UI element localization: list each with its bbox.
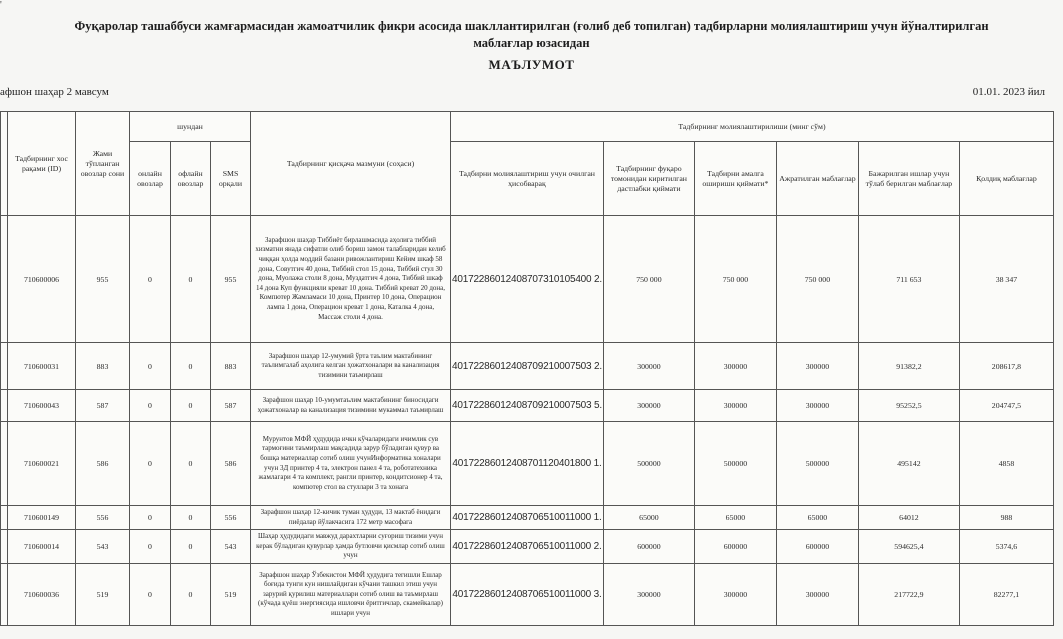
- row-account: 40172286012408706510011000 1.: [451, 506, 604, 530]
- row-initial-cost: 65000: [603, 506, 694, 530]
- row-contract-cost: 600000: [694, 530, 776, 564]
- row-initial-cost: 500000: [603, 422, 694, 506]
- row-votes: 556: [76, 506, 130, 530]
- row-sms: 883: [211, 343, 251, 390]
- row-votes: 587: [76, 390, 130, 422]
- row-contract-cost: 750 000: [694, 216, 776, 343]
- table-row: [1, 390, 1054, 422]
- header-edge: [1, 112, 8, 216]
- header-initial-cost: Тадбирнинг фуқаро томонидан киритилган дастлабки қиймати: [603, 142, 694, 216]
- row-summary: Зарафшон шаҳар Ўзбекистон МФЙ ҳудудига тегишли Ешлар боғида тунги кун нишлайдиган кўчани ташкил этиш учун зарурий қурилиш материаллари сотиб олиш ва таъмирлаш (кўчада қуёш энергиясида ишловчи ёритгичлар, скамейкалар) ишлари учун: [251, 564, 451, 626]
- edge: [1, 216, 8, 343]
- projects-table: [0, 111, 1054, 626]
- row-account: 40172286012408701120401800 1.: [451, 422, 604, 506]
- row-id: 710600149: [8, 506, 76, 530]
- table-row: [1, 564, 1054, 626]
- header-account: Тадбирни молиялаштириш учун очилган ҳисобварақ: [451, 142, 604, 216]
- row-paid: 495142: [858, 422, 959, 506]
- row-initial-cost: 750 000: [603, 216, 694, 343]
- row-allocated: 65000: [776, 506, 858, 530]
- row-sms: 543: [211, 530, 251, 564]
- row-votes: 883: [76, 343, 130, 390]
- row-online: 0: [130, 390, 171, 422]
- header-of-which: шундан: [130, 112, 251, 142]
- row-contract-cost: 500000: [694, 422, 776, 506]
- row-paid: 64012: [858, 506, 959, 530]
- row-votes: 543: [76, 530, 130, 564]
- row-allocated: 600000: [776, 530, 858, 564]
- header-total-votes: Жами тўпланган овозлар сони: [76, 112, 130, 216]
- row-online: 0: [130, 343, 171, 390]
- row-online: 0: [130, 422, 171, 506]
- header-id: Тадбирнинг хос рақами (ID): [8, 112, 76, 216]
- row-account: 40172286012408706510011000 2.: [451, 530, 604, 564]
- header-sms: SMS орқали: [211, 142, 251, 216]
- row-online: 0: [130, 506, 171, 530]
- row-summary: Зарафшон шаҳар 12-умумий ўрта таълим мактабининг таълимгалаб аҳолига келган ҳожатхоналари ва канализация тизимини таъмирлаш: [251, 343, 451, 390]
- row-votes: 955: [76, 216, 130, 343]
- table-row: [1, 506, 1054, 530]
- row-paid: 594625,4: [858, 530, 959, 564]
- row-summary: Шаҳар ҳудудидаги мавжуд дарахтларни суғориш тизими учун керак бўладиган қувурлар ҳамда бутловчи қисмлар сотиб олиш учун: [251, 530, 451, 564]
- row-account: 40172286012408709210007503 5.: [451, 390, 604, 422]
- edge: [1, 530, 8, 564]
- header-financing-group: Тадбирнинг молиялаштирилиши (минг сўм): [451, 112, 1054, 142]
- row-offline: 0: [171, 530, 211, 564]
- row-initial-cost: 300000: [603, 564, 694, 626]
- row-sms: 586: [211, 422, 251, 506]
- row-sms: 556: [211, 506, 251, 530]
- row-offline: 0: [171, 390, 211, 422]
- row-summary: Мурунтов МФЙ ҳудудида ичкн кўчаларидаги ичимлик сув тармоғини таъмирлаш мақсадида зарур бўладиган қувур ва бошқа материаллар сотиб олиш учунИнформатика хоналари учун 3Д принтер 4 та, электрон панел 4 та, роботатехника жамлагари 4 та комплект, рангли принтер, кондитсионер 4 та, компютер стол ва стуллари 3 та хонага: [251, 422, 451, 506]
- row-remaining: 4858: [959, 422, 1053, 506]
- edge: [1, 422, 8, 506]
- table-row: [1, 343, 1054, 390]
- header-remaining: Қолдиқ маблағлар: [959, 142, 1053, 216]
- header-contract-cost: Тадбирни амалга оширишн қиймати*: [694, 142, 776, 216]
- corner-mark: ': [0, 0, 2, 11]
- title-line-1: Фуқаролар ташаббуси жамғармасидан жамоатчилик фикри асосида шакллантирилган (ғолиб деб топилган) тадбирларни молиялаштириш учун йўналтирилган: [74, 19, 989, 33]
- row-allocated: 300000: [776, 564, 858, 626]
- document-title: [0, 18, 1063, 73]
- row-contract-cost: 65000: [694, 506, 776, 530]
- row-offline: 0: [171, 216, 211, 343]
- header-summary: Тадбирнинг қисқача мазмуни (соҳаси): [251, 112, 451, 216]
- row-summary: Зарафшон шаҳар Тиббиёт бирлашмасида аҳолига тиббий хизматни янада сифатли олиб бориш замон талабларидан келиб чиққан ҳолда моддий базани ривожлантириш Кейим шкаф 58 дона, Совутгич 40 дона, Тиббий стол 15 дона, Тиббий стул 30 дона, Муолажа столи 8 дона, Муздатгич 4 дона, Тиббий шкаф 14 дона Куп функцияли креват 10 дона. Тиббий креват 20 дона, Компютер Жамламаси 10 дона, Принтер 10 дона, Операцион лампа 1 дона, Операцион креват 1 дона, Каталка 4 дона, Массаж столи 4 дона.: [251, 216, 451, 343]
- report-date: 01.01. 2023 йил: [972, 86, 1045, 98]
- row-id: 710600021: [8, 422, 76, 506]
- row-summary: Зарафшон шаҳар 10-умумтаълим мактабининг биносидаги ҳожатхоналар ва канализация тизимини мукаммал таъмирлаш: [251, 390, 451, 422]
- row-paid: 711 653: [858, 216, 959, 343]
- table-row: [1, 216, 1054, 343]
- row-initial-cost: 300000: [603, 343, 694, 390]
- row-online: 0: [130, 216, 171, 343]
- row-id: 710600006: [8, 216, 76, 343]
- row-contract-cost: 300000: [694, 390, 776, 422]
- row-allocated: 500000: [776, 422, 858, 506]
- row-summary: Зарафшон шаҳар 12-кичик туман ҳудуди, 13 мактаб ёнидаги пиёдалар йўлакчасига 172 метр масофага: [251, 506, 451, 530]
- row-remaining: 82277,1: [959, 564, 1053, 626]
- row-offline: 0: [171, 506, 211, 530]
- row-id: 710600043: [8, 390, 76, 422]
- row-votes: 586: [76, 422, 130, 506]
- row-offline: 0: [171, 422, 211, 506]
- header-offline: офлайн овозлар: [171, 142, 211, 216]
- row-sms: 955: [211, 216, 251, 343]
- row-offline: 0: [171, 564, 211, 626]
- row-paid: 95252,5: [858, 390, 959, 422]
- row-account: 40172286012408706510011000 3.: [451, 564, 604, 626]
- row-online: 0: [130, 530, 171, 564]
- edge: [1, 506, 8, 530]
- header-online: онлайн овозлар: [130, 142, 171, 216]
- title-line-3: МАЪЛУМОТ: [488, 57, 575, 72]
- table-row: [1, 422, 1054, 506]
- row-sms: 519: [211, 564, 251, 626]
- row-remaining: 5374,6: [959, 530, 1053, 564]
- row-paid: 91382,2: [858, 343, 959, 390]
- row-contract-cost: 300000: [694, 564, 776, 626]
- table-body: [1, 216, 1054, 626]
- row-initial-cost: 600000: [603, 530, 694, 564]
- edge: [1, 390, 8, 422]
- title-line-2: маблағлар юзасидан: [473, 36, 590, 50]
- row-remaining: 38 347: [959, 216, 1053, 343]
- row-paid: 217722,9: [858, 564, 959, 626]
- edge: [1, 564, 8, 626]
- row-initial-cost: 300000: [603, 390, 694, 422]
- row-id: 710600031: [8, 343, 76, 390]
- header-allocated: Ажратилган маблағлар: [776, 142, 858, 216]
- row-id: 710600036: [8, 564, 76, 626]
- row-sms: 587: [211, 390, 251, 422]
- row-id: 710600014: [8, 530, 76, 564]
- row-account: 40172286012408709210007503 2.: [451, 343, 604, 390]
- row-account: 40172286012408707310105400 2.: [451, 216, 604, 343]
- row-votes: 519: [76, 564, 130, 626]
- row-remaining: 988: [959, 506, 1053, 530]
- header-paid: Бажарилган ишлар учун тўлаб берилган маблағлар: [858, 142, 959, 216]
- edge: [1, 343, 8, 390]
- row-online: 0: [130, 564, 171, 626]
- row-offline: 0: [171, 343, 211, 390]
- row-contract-cost: 300000: [694, 343, 776, 390]
- row-remaining: 204747,5: [959, 390, 1053, 422]
- row-allocated: 300000: [776, 343, 858, 390]
- row-allocated: 300000: [776, 390, 858, 422]
- location-label: афшон шаҳар 2 мавсум: [0, 86, 109, 98]
- row-allocated: 750 000: [776, 216, 858, 343]
- table-row: [1, 530, 1054, 564]
- row-remaining: 208617,8: [959, 343, 1053, 390]
